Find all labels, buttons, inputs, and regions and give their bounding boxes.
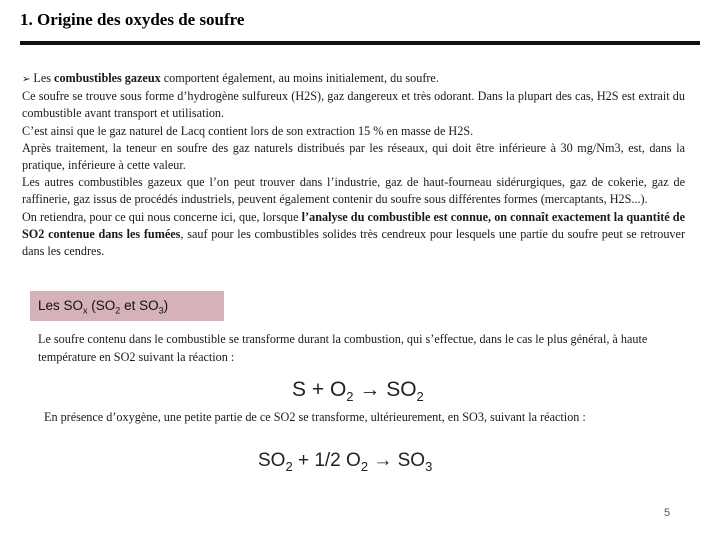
intro-line-4: Après traitement, la teneur en soufre des gaz naturels distribués par les réseaux, qui doit être inférieure à 30 mg/Nm3, est, dans la pratique, inférieure à cette valeur. [22, 140, 685, 173]
oxidation-paragraph: En présence d’oxygène, une petite partie de ce SO2 se transforme, ultérieurement, en SO3, suivant la réaction : [44, 410, 586, 424]
reaction-equation-so2: $S + O_2 \to SO_2$ [292, 378, 424, 404]
intro-line-6: On retiendra, pour ce qui nous concerne ici, que, lorsque l’analyse du combustible est connue, on connaît exactement la quantité de SO2 contenue dans les fumées, sauf pour les combustibles solides très cendreux pour lesquels une partie du soufre peut se retrouver dans les cendres. [22, 209, 685, 259]
title-underline [20, 41, 700, 45]
slide-title: 1. Origine des oxydes de soufre [20, 10, 245, 29]
combustion-paragraph: Le soufre contenu dans le combustible se transforme durant la combustion, qui s’effectue, dans le cas le plus général, à haute température en SO2 suivant la réaction : [38, 332, 648, 364]
page-number: 5 [664, 507, 671, 519]
reaction-equation-so3: $SO_2 + 1/2$ $O_2 \to SO_3$ [258, 450, 433, 474]
arrow-bullet-icon: ➢ [22, 74, 31, 85]
intro-bold-conclusion: l’analyse du combustible est connue, on connaît exactement la quantité de SO2 contenue dans les fumées [22, 209, 685, 241]
intro-bold-gaseous: combustibles gazeux [54, 71, 161, 85]
intro-text [22, 70, 685, 260]
intro-line-1: ➢ Les combustibles gazeux comportent également, au moins initialement, du soufre. [22, 71, 439, 85]
intro-line-3: C’est ainsi que le gaz naturel de Lacq contient lors de son extraction 15 % en masse de H2S. [22, 123, 474, 138]
intro-line-5: Les autres combustibles gazeux que l’on peut trouver dans l’industrie, gaz de haut-fourneau sidérurgiques, gaz de cokerie, gaz de raffinerie, gaz issus de procédés industriels, peuvent également contenir du soufre sous différentes formes (mercaptants, H2S...). [22, 175, 685, 207]
sox-heading-box: Les $SO_x$ ($SO_2$ et $SO_3$) [30, 291, 224, 321]
intro-line-2: Ce soufre se trouve sous forme d’hydrogène sulfureux (H2S), gaz dangereux et très odorant. Dans la plupart des cas, H2S est extrait du combustible avant transport et utilisation. [22, 89, 685, 121]
